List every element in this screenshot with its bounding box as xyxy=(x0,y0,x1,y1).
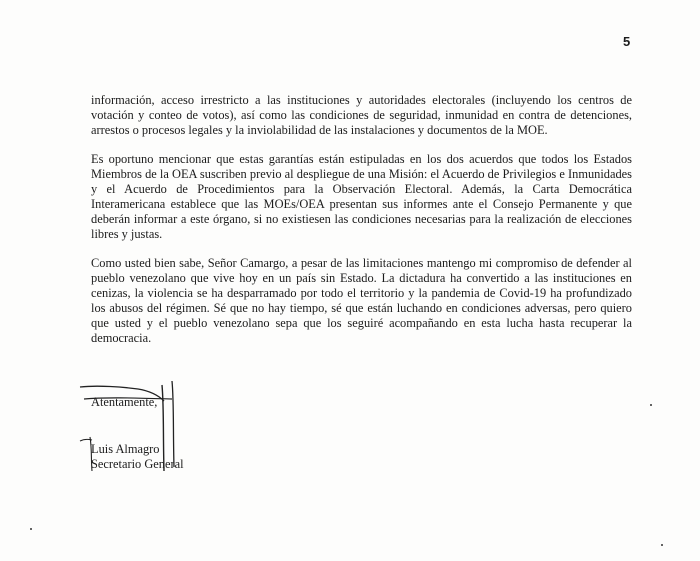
paragraph-oas-agreements: Es oportuno mencionar que estas garantías están estipuladas en los dos acuerdos que todos los Estados Miembros de la OEA suscriben previo al despliegue de una Misión: el Acuerdo de Privilegios e Inmunidades y el Acuerdo de Procedimientos para la Observación Electoral. Además, la Carta Democrática Interamericana establece que las MOEs/OEA presentan sus informes ante el Consejo Permanente y que deberán informar a este órgano, si no existiesen las condiciones necesarias para la realización de elecciones libres y justas. xyxy=(91,152,632,241)
paper-speck xyxy=(661,544,663,546)
signer-name: Luis Almagro xyxy=(91,442,160,456)
paragraph-commitment: Como usted bien sabe, Señor Camargo, a pesar de las limitaciones mantengo mi compromiso de defender al pueblo venezolano que vive hoy en un país sin Estado. La dictadura ha convertido a las instituciones en cenizas, la violencia se ha desparramado por todo el territorio y la pandemia de Covid-19 ha profundizado los abusos del régimen. Sé que no hay tiempo, sé que están luchando en condiciones adversas, pero quiero que usted y el pueblo venezolano sepa que los seguiré acompañando en esta lucha hasta recuperar la democracia. xyxy=(91,256,632,345)
paper-speck xyxy=(30,528,32,530)
signer-title: Secretario General xyxy=(91,457,184,471)
paragraph-guarantees-continued: información, acceso irrestricto a las instituciones y autoridades electorales (incluyendo los centros de votación y conteo de votos), así como las condiciones de seguridad, inmunidad en contra de detenciones, arrestos o procesos legales y la inviolabilidad de las instalaciones y documentos de la MOE. xyxy=(91,93,632,137)
page-number: 5 xyxy=(623,34,631,49)
handwritten-signature xyxy=(78,377,188,473)
closing-salutation: Atentamente, xyxy=(91,395,158,409)
paper-speck xyxy=(650,404,652,406)
letter-body xyxy=(91,93,632,360)
